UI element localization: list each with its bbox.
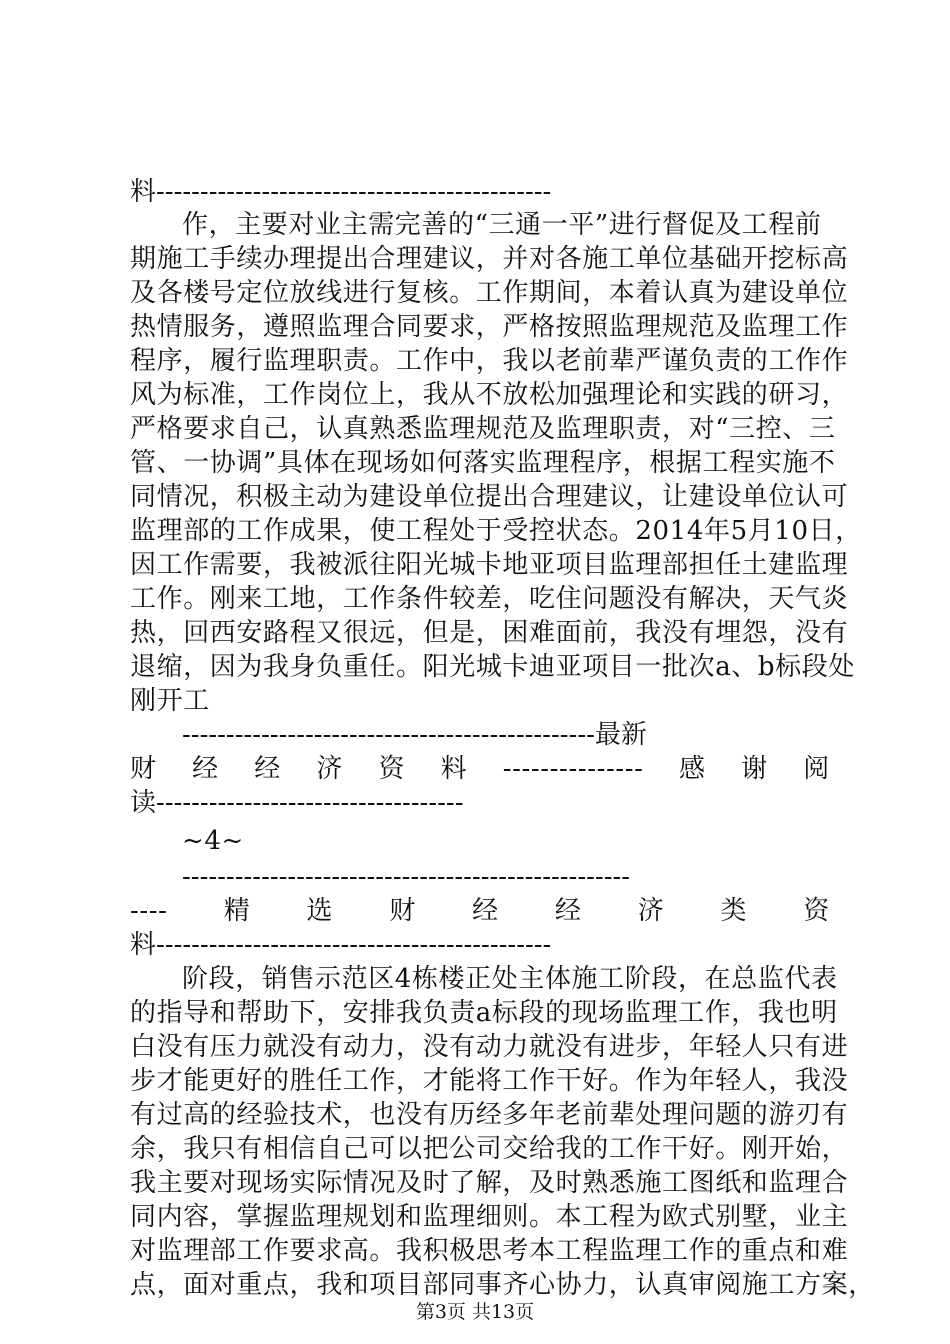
paragraph-line: 有过高的经验技术，也没有历经多年老前辈处理问题的游刃有 (130, 1100, 849, 1130)
separator-dashes: ---- (130, 896, 168, 926)
separator-word: 财 (130, 754, 157, 784)
separator-word: 经 (554, 896, 582, 926)
separator-word: 经 (192, 754, 219, 784)
paragraph-line: 作，主要对业主需完善的“三通一平”进行督促及工程前 (182, 210, 822, 240)
paragraph-line: 余，我只有相信自己可以把公司交给我的工作干好。刚开始， (130, 1134, 849, 1164)
paragraph-line: 同情况，积极主动为建设单位提出合理建议，让建设单位认可 (130, 482, 849, 512)
paragraph-line: 及各楼号定位放线进行复核。工作期间，本着认真为建设单位 (130, 278, 849, 308)
page-marker: ~4~ (182, 826, 244, 856)
separator-word: 感 (679, 754, 706, 784)
paragraph-line: 同内容，掌握监理规划和监理细则。本工程为欧式别墅，业主 (130, 1202, 849, 1232)
paragraph-line: 的指导和帮助下，安排我负责a标段的现场监理工作，我也明 (130, 998, 838, 1028)
paragraph-line: 监理部的工作成果，使工程处于受控状态。2014年5月10日， (130, 516, 862, 546)
paragraph-line: 点，面对重点，我和项目部同事齐心协力，认真审阅施工方案， (130, 1270, 875, 1300)
paragraph-line: 工作。刚来工地，工作条件较差，吃住问题没有解决，天气炎 (130, 584, 849, 614)
paragraph-line: 风为标准，工作岗位上，我从不放松加强理论和实践的研习， (130, 380, 849, 410)
separator-word: 精 (223, 896, 251, 926)
separator-words-row (130, 752, 830, 786)
paragraph-line: 刚开工 (130, 686, 210, 716)
paragraph-line: 阶段，销售示范区4栋楼正处主体施工阶段，在总监代表 (182, 964, 838, 994)
separator-word: 阅 (803, 754, 830, 784)
separator-dashes: --------------------------------------------------- (182, 862, 631, 892)
separator-word: 资 (378, 754, 406, 784)
separator-word: 料 (440, 754, 468, 784)
paragraph-line: 因工作需要，我被派往阳光城卡地亚项目监理部担任土建监理 (130, 550, 849, 580)
separator-tail: 读----------------------------------- (130, 788, 464, 818)
paragraph-line: 热情服务，遵照监理合同要求，严格按照监理规范及监理工作 (130, 312, 849, 342)
separator-tail-top: 料--------------------------------------------- (130, 177, 552, 207)
paragraph-line: 管、一协调”具体在现场如何落实监理程序，根据工程实施不 (130, 448, 836, 478)
paragraph-line: 退缩，因为我身负重任。阳光城卡迪亚项目一批次a、b标段处 (130, 652, 855, 682)
paragraph-line: 白没有压力就没有动力，没有动力就没有进步，年轻人只有进 (130, 1032, 849, 1062)
separator-tail: 料--------------------------------------------- (130, 930, 552, 960)
paragraph-line: 热，回西安路程又很远，但是，困难面前，我没有埋怨，没有 (130, 618, 849, 648)
separator-newest: -----------------------------------------------最新 (182, 720, 647, 750)
paragraph-line: 对监理部工作要求高。我积极思考本工程监理工作的重点和难 (130, 1236, 849, 1266)
separator-words-row (130, 894, 830, 928)
paragraph-line: 程序，履行监理职责。工作中，我以老前辈严谨负责的工作作 (130, 346, 849, 376)
separator-word: 经 (472, 896, 499, 926)
separator-word: 谢 (741, 754, 768, 784)
paragraph-line: 严格要求自己，认真熟悉监理规范及监理职责，对“三控、三 (130, 414, 836, 444)
paragraph-line: 期施工手续办理提出合理建议，并对各施工单位基础开挖标高 (130, 244, 849, 274)
paragraph-line: 步才能更好的胜任工作，才能将工作干好。作为年轻人，我没 (130, 1066, 849, 1096)
separator-word: 济 (316, 754, 343, 784)
separator-word: 选 (306, 896, 334, 926)
separator-word: 财 (389, 896, 416, 926)
page-number: 第3页 共13页 (415, 1301, 535, 1323)
paragraph-line: 我主要对现场实际情况及时了解，及时熟悉施工图纸和监理合 (130, 1168, 849, 1198)
separator-word: 资 (803, 896, 830, 926)
separator-dashes: --------------- (502, 754, 644, 784)
separator-word: 经 (254, 754, 281, 784)
separator-word: 济 (637, 896, 665, 926)
separator-word: 类 (720, 896, 748, 926)
